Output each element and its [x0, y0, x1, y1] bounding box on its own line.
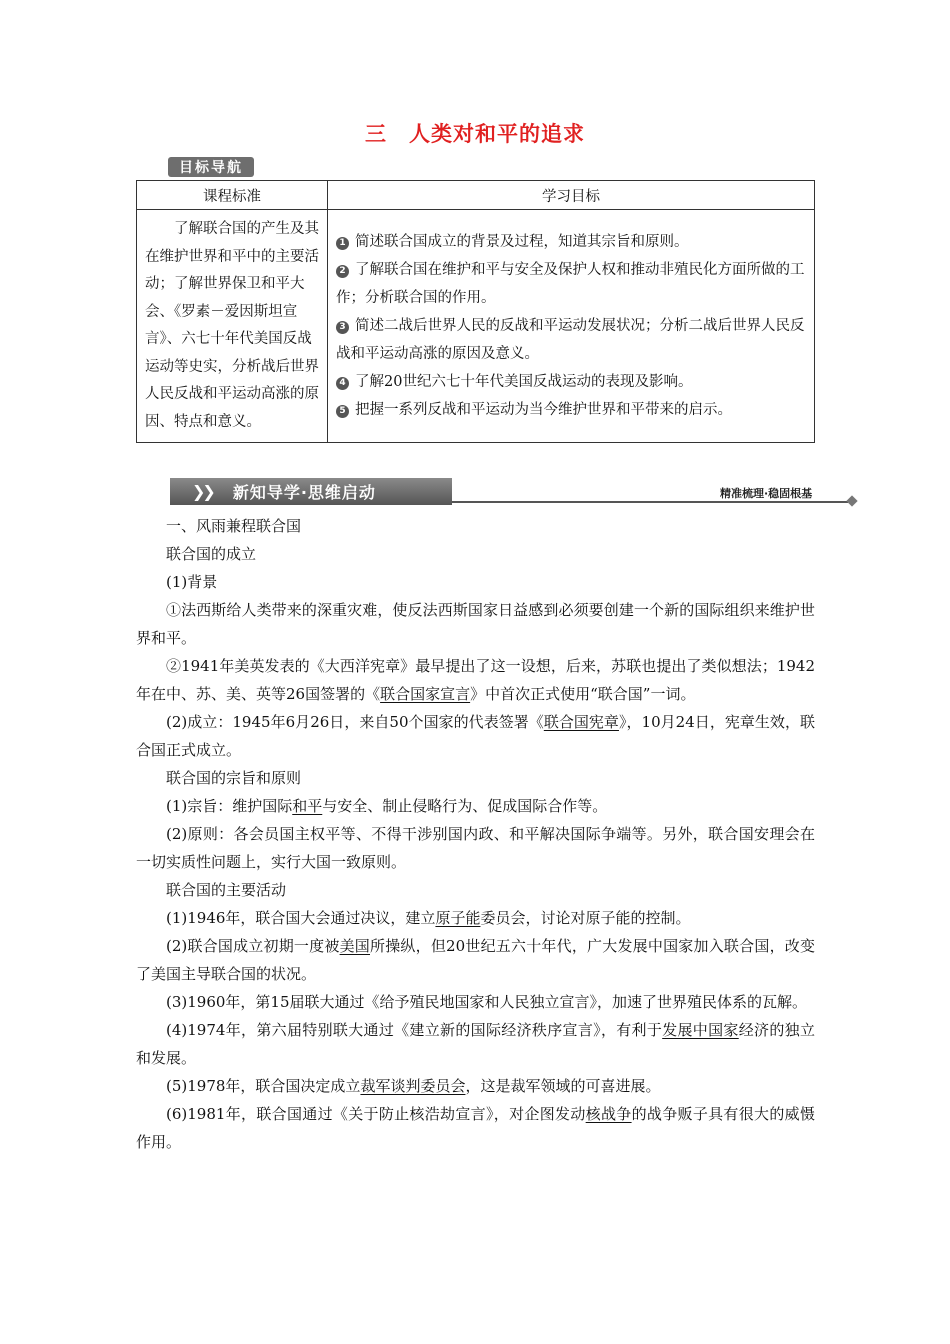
banner-tagline: 精准梳理·稳固根基: [720, 487, 813, 500]
body-content: [136, 512, 815, 1156]
activity-4: (4)1974年，第六届特别联大通过《建立新的国际经济秩序宣言》，有利于发展中国家经济的独立和发展。: [136, 1021, 815, 1067]
background-point-2: ②1941年美英发表的《大西洋宪章》最早提出了这一设想，后来，苏联也提出了类似想法；1942年在中、苏、美、英等26国签署的《联合国家宣言》中首次正式使用“联合国”一词。: [136, 657, 815, 703]
diamond-icon: [846, 495, 857, 506]
header-curriculum-standard: 课程标准: [137, 181, 328, 210]
banner-divider: [452, 501, 848, 503]
objective-item-5: [336, 396, 806, 424]
new-knowledge-label: 新知导学·思维启动: [232, 483, 376, 502]
objective-item-2: [336, 256, 806, 312]
page-title: 三 人类对和平的追求: [365, 121, 585, 146]
subheading-purpose: 联合国的宗旨和原则: [166, 769, 302, 787]
goal-navigation-label: 目标导航: [179, 160, 243, 176]
underlined-term: 联合国家宣言: [380, 685, 471, 703]
activity-1: (1)1946年，联合国大会通过决议，建立原子能委员会，讨论对原子能的控制。: [166, 909, 691, 927]
number-5-icon: 5: [336, 405, 349, 418]
purpose-paragraph: (1)宗旨：维护国际和平与安全、制止侵略行为、促成国际合作等。: [166, 797, 608, 815]
new-knowledge-banner: [170, 478, 452, 505]
objective-item-3: [336, 312, 806, 368]
learning-objectives-list: [328, 210, 815, 443]
underlined-term: 原子能: [435, 909, 481, 927]
objective-text: 把握一系列反战和平运动为当今维护世界和平带来的启示。: [355, 402, 732, 418]
underlined-term: 发展中国家: [662, 1021, 739, 1039]
number-2-icon: 2: [336, 265, 349, 278]
underlined-term: 和平: [292, 797, 323, 815]
number-3-icon: 3: [336, 321, 349, 334]
subheading-founding: 联合国的成立: [166, 545, 257, 563]
objective-text: 了解联合国在维护和平与安全及保护人权和推动非殖民化方面所做的工作；分析联合国的作用。: [336, 262, 805, 306]
background-point-1: ①法西斯给人类带来的深重灾难，使反法西斯国家日益感到必须要创建一个新的国际组织来维护世界和平。: [136, 601, 815, 647]
table-row: [137, 210, 815, 443]
table-header-row: [137, 181, 815, 210]
principle-paragraph: (2)原则：各会员国主权平等、不得干涉别国内政、和平解决国际争端等。另外，联合国安理会在一切实质性问题上，实行大国一致原则。: [136, 825, 815, 871]
subheading-activities: 联合国的主要活动: [166, 881, 287, 899]
underlined-term: 裁军谈判委员会: [360, 1077, 466, 1095]
goals-table: [136, 180, 815, 443]
double-chevron-icon: ❯❯: [192, 482, 213, 501]
number-1-icon: 1: [336, 237, 349, 250]
establishment-paragraph: (2)成立：1945年6月26日，来自50个国家的代表签署《联合国宪章》，10月24日，宪章生效，联合国正式成立。: [136, 713, 815, 759]
activity-6: (6)1981年，联合国通过《关于防止核浩劫宣言》，对企图发动核战争的战争贩子具有很大的威慑作用。: [136, 1105, 815, 1151]
activity-3: (3)1960年，第15届联大通过《给予殖民地国家和人民独立宣言》，加速了世界殖民体系的瓦解。: [166, 993, 808, 1011]
goal-navigation-banner: [168, 157, 254, 177]
background-label: (1)背景: [166, 573, 218, 591]
objective-text: 简述二战后世界人民的反战和平运动发展状况；分析二战后世界人民反战和平运动高涨的原因及意义。: [336, 318, 805, 362]
activity-5: (5)1978年，联合国决定成立裁军谈判委员会，这是裁军领域的可喜进展。: [166, 1077, 661, 1095]
objective-text: 了解20世纪六七十年代美国反战运动的表现及影响。: [355, 374, 693, 390]
underlined-term: 核战争: [585, 1105, 632, 1123]
section-heading: 一、风雨兼程联合国: [166, 517, 302, 535]
objective-text: 简述联合国成立的背景及过程，知道其宗旨和原则。: [355, 234, 689, 250]
underlined-term: 美国: [339, 937, 370, 955]
activity-2: (2)联合国成立初期一度被美国所操纵，但20世纪五六十年代，广大发展中国家加入联合国，改变了美国主导联合国的状况。: [136, 937, 815, 983]
header-learning-objectives: 学习目标: [328, 181, 815, 210]
underlined-term: 联合国宪章: [543, 713, 619, 731]
curriculum-standard-text: 了解联合国的产生及其在维护世界和平中的主要活动；了解世界保卫和平大会、《罗素－爱因斯坦宣言》、六七十年代美国反战运动等史实，分析战后世界人民反战和平运动高涨的原因、特点和意义。: [137, 210, 328, 443]
objective-item-4: [336, 368, 806, 396]
number-4-icon: 4: [336, 377, 349, 390]
objective-item-1: [336, 228, 806, 256]
